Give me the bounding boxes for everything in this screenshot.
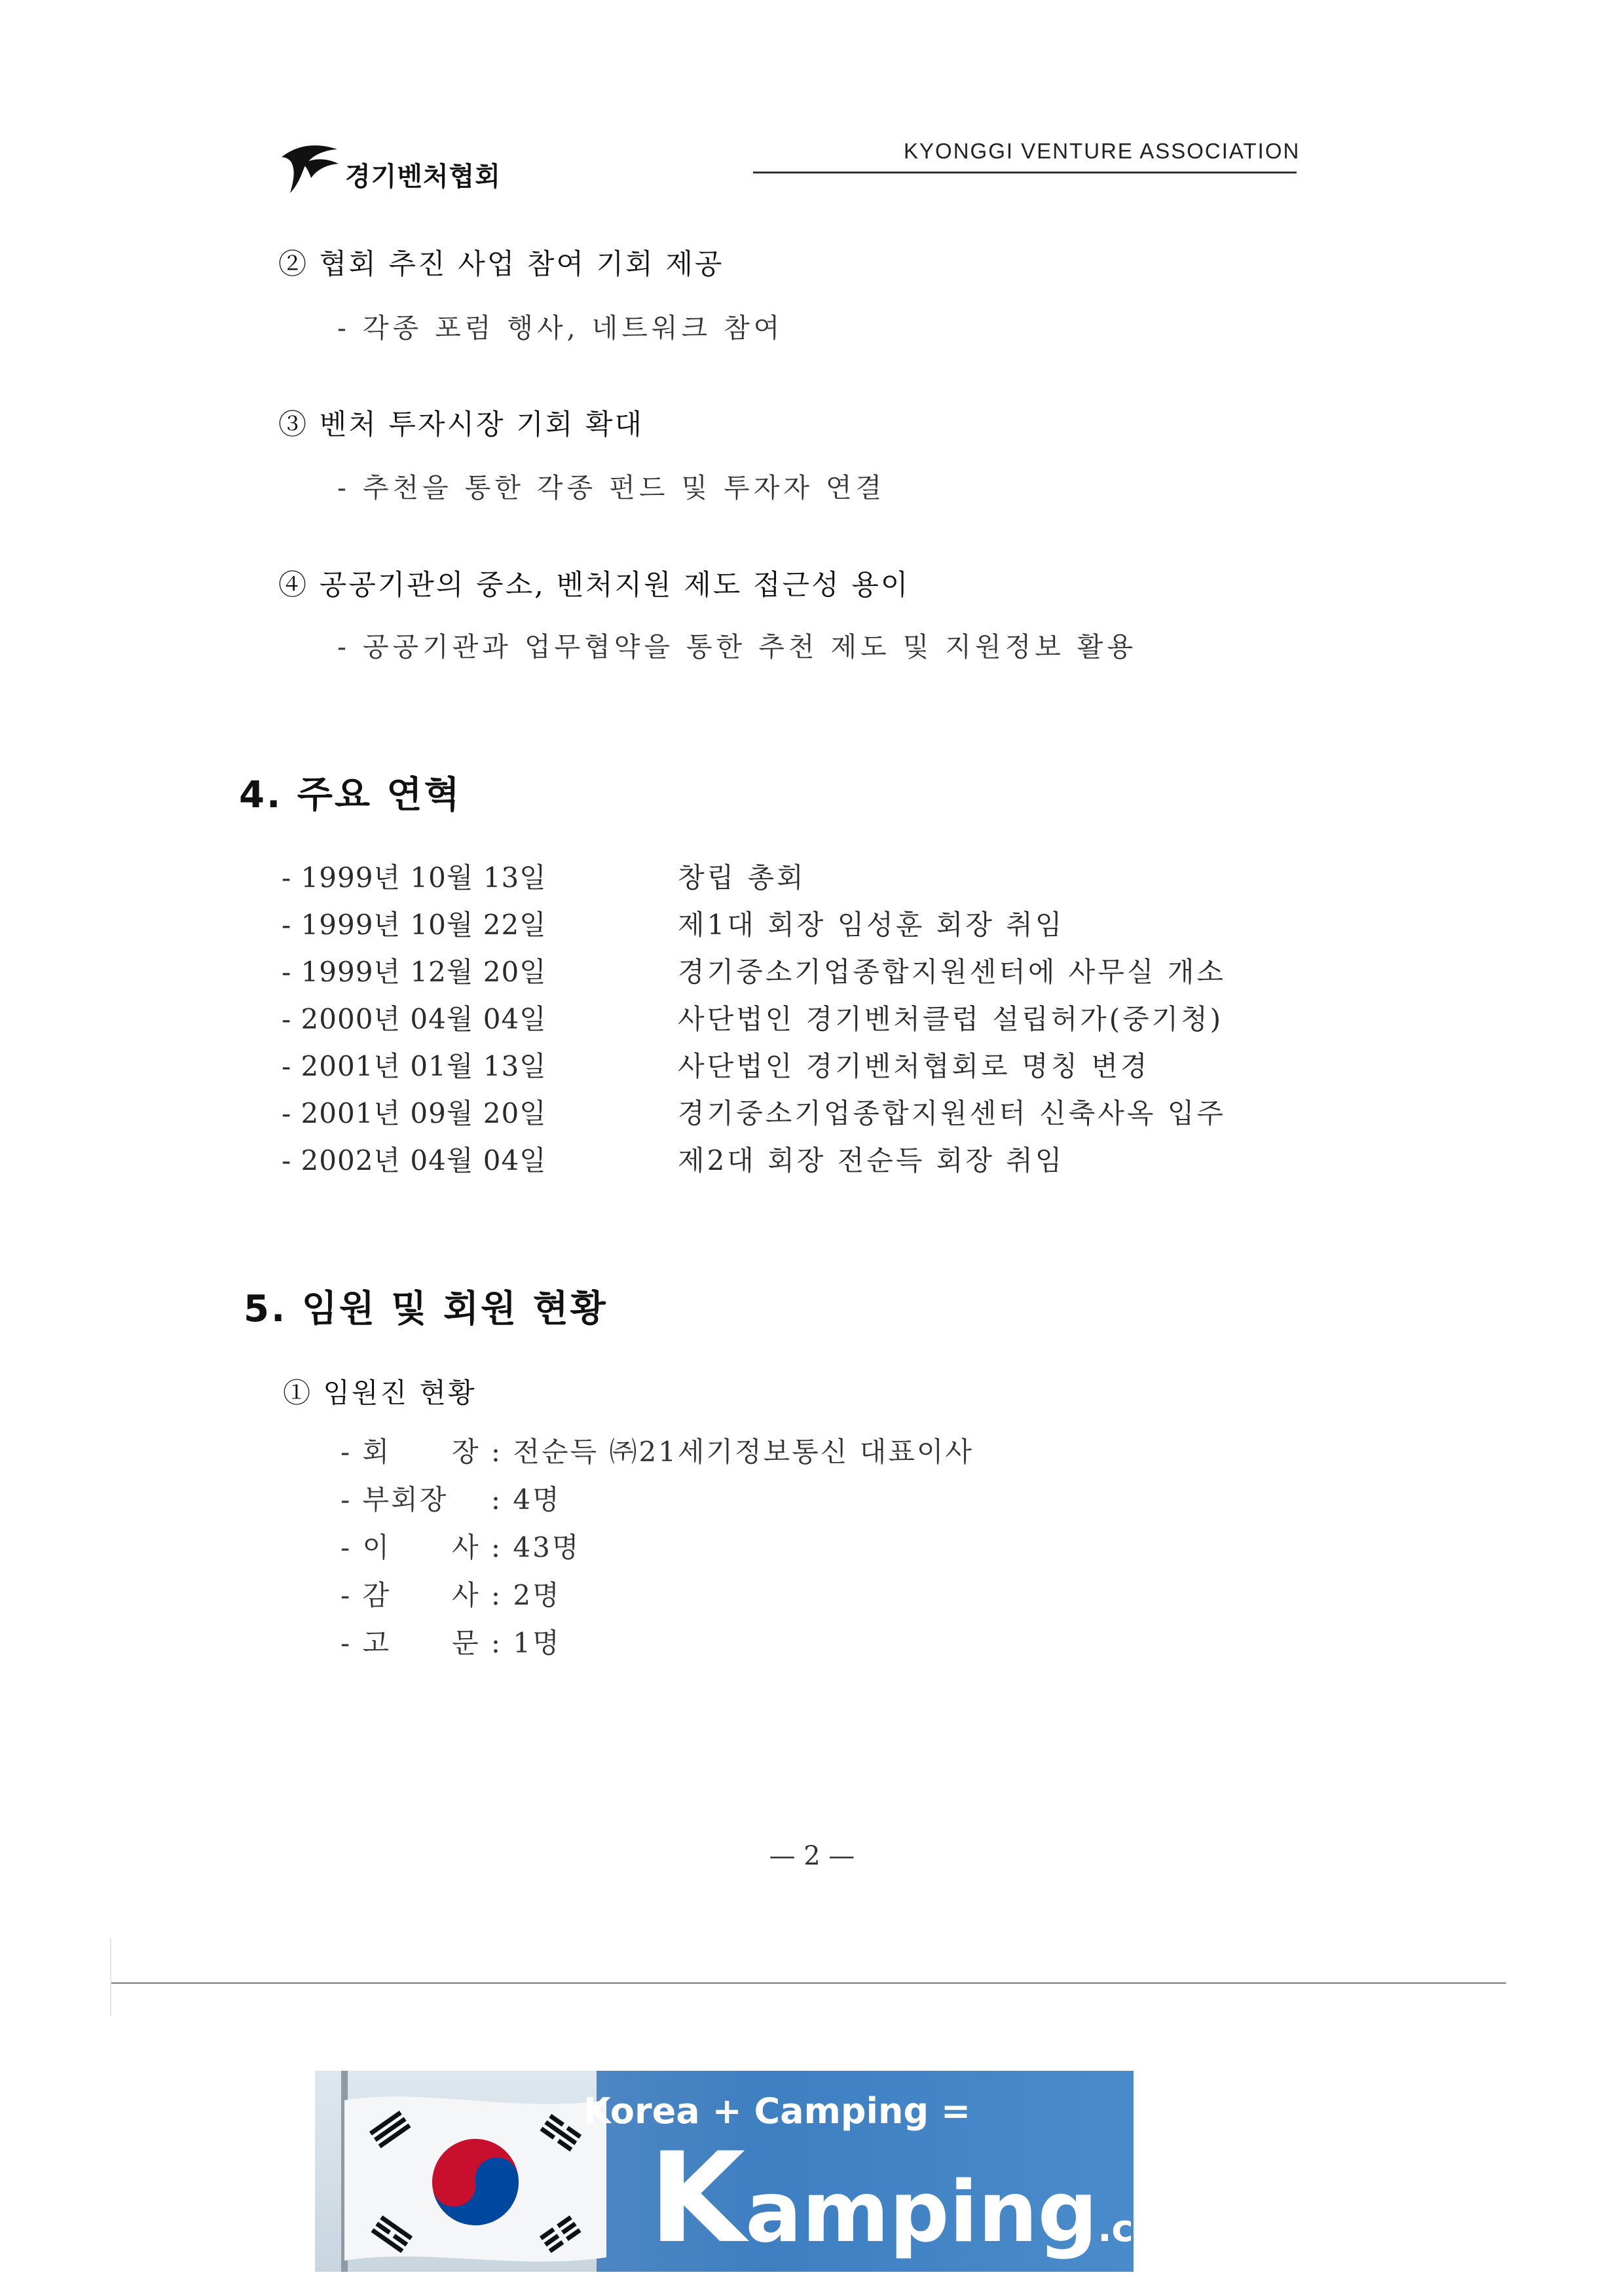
org-english-name: KYONGGI VENTURE ASSOCIATION — [904, 139, 1301, 163]
benefit-title: ③ 벤처 투자시장 기회 확대 — [278, 409, 644, 441]
page-number: — 2 — — [769, 1841, 855, 1871]
history-date: - 1999년 10월 13일 — [282, 862, 547, 894]
history-date: - 2001년 09월 20일 — [282, 1097, 547, 1129]
header-divider — [753, 172, 1297, 173]
staff-row: - 부회장 : 4명 — [341, 1478, 561, 1518]
staff-row: - 감 사 : 2명 — [341, 1574, 561, 1613]
history-event: 제2대 회장 전순득 회장 취임 — [678, 1144, 1065, 1176]
benefit-title: ② 협회 추진 사업 참여 기회 제공 — [278, 248, 724, 281]
history-event: 경기중소기업종합지원센터 신축사옥 입주 — [678, 1097, 1226, 1129]
korean-flag-icon — [344, 2094, 606, 2267]
staff-subheading: ① 임원진 현황 — [283, 1377, 477, 1409]
benefit-title: ④ 공공기관의 중소, 벤처지원 제도 접근성 용이 — [278, 569, 910, 602]
staff-role: 감 사 — [362, 1579, 481, 1611]
staff-value: 전순득 ㈜21세기정보통신 대표이사 — [513, 1436, 974, 1468]
history-event: 사단법인 경기벤처클럽 설립허가(중기청) — [678, 1003, 1224, 1035]
staff-row: - 고 문 : 1명 — [341, 1622, 561, 1661]
kamping-ad-banner[interactable] — [315, 2071, 1215, 2272]
history-date: - 1999년 12월 20일 — [282, 956, 547, 988]
history-date: - 2000년 04월 04일 — [282, 1003, 547, 1035]
section-heading-members: 5. 임원 및 회원 현황 — [244, 1288, 608, 1330]
scan-edge — [110, 1938, 111, 2016]
history-event: 제1대 회장 임성훈 회장 취임 — [678, 909, 1065, 941]
page-bottom-divider — [111, 1982, 1506, 1984]
benefit-detail: - 각종 포럼 행사, 네트워크 참여 — [337, 312, 784, 344]
staff-value: 1명 — [513, 1627, 561, 1659]
swallow-logo-icon — [278, 137, 341, 196]
banner-brand — [649, 2126, 1215, 2270]
staff-value: 4명 — [513, 1484, 561, 1516]
staff-value: 2명 — [513, 1579, 561, 1611]
association-logo — [278, 137, 540, 196]
staff-role: 부회장 — [362, 1484, 449, 1516]
history-date: - 1999년 10월 22일 — [282, 909, 547, 941]
section-heading-history: 4. 주요 연혁 — [239, 774, 462, 816]
staff-row: - 이 사 : 43명 — [341, 1526, 580, 1565]
banner-tagline: Korea + Camping = — [583, 2090, 971, 2132]
staff-role: 이 사 — [362, 1531, 481, 1563]
benefit-detail: - 추천을 통한 각종 펀드 및 투자자 연결 — [337, 472, 886, 503]
staff-role: 회 장 — [362, 1436, 481, 1468]
history-date: - 2001년 01월 13일 — [282, 1050, 547, 1082]
banner-brand-tld: .co.kr — [1098, 2208, 1215, 2250]
history-event: 경기중소기업종합지원센터에 사무실 개소 — [678, 956, 1226, 988]
history-event: 창립 총회 — [678, 862, 806, 894]
banner-brand-rest: amping — [745, 2164, 1098, 2261]
banner-brand-k: K — [649, 2126, 746, 2270]
benefit-detail: - 공공기관과 업무협약을 통한 추천 제도 및 지원정보 활용 — [337, 631, 1137, 663]
staff-role: 고 문 — [362, 1627, 481, 1659]
staff-row: - 회 장 : 전순득 ㈜21세기정보통신 대표이사 — [341, 1430, 974, 1470]
logo-text: 경기벤처협회 — [345, 162, 501, 192]
history-date: - 2002년 04월 04일 — [282, 1144, 547, 1176]
history-event: 사단법인 경기벤처협회로 명칭 변경 — [678, 1050, 1150, 1082]
staff-value: 43명 — [513, 1531, 581, 1563]
